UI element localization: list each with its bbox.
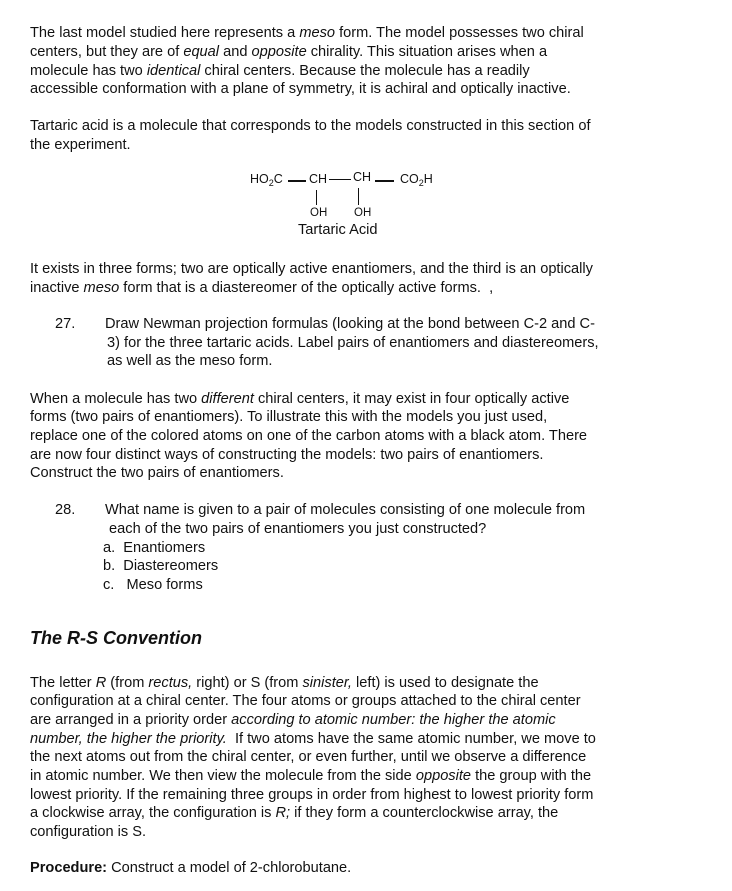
bond [375, 180, 394, 182]
intro-meso-line [30, 43, 547, 61]
question-28-line [55, 501, 75, 519]
text-segment: are arranged in a priority order [30, 712, 232, 728]
text-segment: b. Diastereomers [103, 558, 219, 574]
rs-description-line [30, 823, 146, 841]
text-segment: When a molecule has two [30, 391, 202, 407]
rs-description-line [30, 804, 558, 822]
text-segment: Construct a model of 2-chlorobutane. [107, 860, 352, 876]
question-28-line [103, 576, 203, 594]
text-segment: opposite [415, 768, 472, 784]
text-segment: the group with the [471, 768, 592, 784]
three-forms-line [30, 260, 593, 278]
text-segment: R [95, 675, 107, 691]
structure-caption: Tartaric Acid [298, 222, 378, 238]
text-segment: a. Enantiomers [103, 540, 206, 556]
h-label: H [423, 172, 433, 186]
rs-description-line [30, 674, 539, 692]
question-28-line [103, 557, 218, 575]
tartaric-intro-line [30, 117, 591, 135]
tartaric-intro-line [30, 136, 131, 154]
subscript: 2 [268, 178, 274, 188]
text-segment: 3) for the three tartaric acids. Label pairs of enantiomers and diastereomers, [107, 335, 599, 351]
question-27-line [107, 352, 272, 370]
text-segment: according to atomic number: the higher the atomic [231, 712, 556, 728]
text-segment: form. The model possesses two chiral [335, 25, 584, 41]
different-centers-line [30, 408, 547, 426]
three-forms-line [30, 279, 493, 297]
text-segment: molecule has two [30, 63, 147, 79]
text-segment: Procedure: [30, 860, 108, 876]
rs-description-line [30, 767, 591, 785]
text-segment: the experiment. [30, 137, 131, 153]
ch-2: CH [353, 170, 372, 184]
subscript: 2 [418, 178, 424, 188]
text-segment: meso [299, 25, 336, 41]
text-segment: centers, but they are of [30, 44, 184, 60]
different-centers-line [30, 446, 543, 464]
text-segment: Construct the two pairs of enantiomers. [30, 465, 284, 481]
question-28-line [103, 539, 205, 557]
text-segment: equal [183, 44, 220, 60]
c-label: C [273, 172, 283, 186]
bond [316, 190, 317, 205]
text-segment: Draw Newman projection formulas (looking at the bond between C-2 and C- [105, 316, 595, 332]
rs-description-line [30, 711, 556, 729]
text-segment: inactive [30, 280, 84, 296]
rs-description-line [30, 730, 596, 748]
oh-1: OH [310, 207, 328, 219]
co2h-group [400, 172, 433, 188]
text-segment: R; [275, 805, 291, 821]
text-segment: configuration at a chiral center. The four atoms or groups attached to the chiral center [30, 693, 581, 709]
question-27-line [105, 315, 595, 333]
text-segment: chirality. This situation arises when a [306, 44, 548, 60]
text-segment: number, the higher the priority. [30, 731, 227, 747]
text-segment: as well as the meso form. [107, 353, 273, 369]
text-segment: lowest priority. If the remaining three groups in order from highest to lowest priority form [30, 787, 594, 803]
intro-meso-line [30, 80, 571, 98]
ch-1: CH [309, 172, 328, 186]
text-segment: each of the two pairs of enantiomers you just constructed? [105, 521, 487, 537]
text-segment: rectus, [148, 675, 193, 691]
text-segment: right) or S (from [192, 675, 303, 691]
question-28-line [105, 501, 585, 519]
text-segment: accessible conformation with a plane of symmetry, it is achiral and optically inactive. [30, 81, 571, 97]
text-segment: if they form a counterclockwise array, the [290, 805, 559, 821]
rs-description-line [30, 692, 581, 710]
ho2c-group [250, 172, 283, 188]
text-segment: are now four distinct ways of constructing the models: two pairs of enantiomers. [30, 447, 544, 463]
text-segment: The letter [30, 675, 96, 691]
different-centers-line [30, 464, 284, 482]
text-segment: Tartaric acid is a molecule that corresponds to the models constructed in this section of [30, 118, 591, 134]
text-segment: meso [83, 280, 120, 296]
text-segment: in atomic number. We then view the molecule from the side [30, 768, 416, 784]
text-segment: the next atoms out from the chiral center, or even further, until we observe a difference [30, 749, 587, 765]
co-label: CO [400, 172, 419, 186]
intro-meso-line [30, 62, 530, 80]
section-heading: The R-S Convention [30, 628, 202, 648]
text-segment: configuration is S. [30, 824, 147, 840]
text-segment: identical [146, 63, 201, 79]
different-centers-line [30, 427, 587, 445]
question-27-line [107, 334, 599, 352]
text-segment: replace one of the colored atoms on one of the carbon atoms with a black atom. There [30, 428, 588, 444]
text-segment: The last model studied here represents a [30, 25, 300, 41]
text-segment: sinister, [302, 675, 352, 691]
different-centers-line [30, 390, 569, 408]
ho-label: HO [250, 172, 269, 186]
text-segment: left) is used to designate the [351, 675, 539, 691]
question-27-line [55, 315, 75, 333]
bond [358, 188, 359, 205]
tartaric-acid-structure [240, 165, 450, 245]
text-segment: (from [106, 675, 149, 691]
intro-meso-line [30, 24, 584, 42]
text-segment: It exists in three forms; two are optically active enantiomers, and the third is an optically [30, 261, 593, 277]
bond [288, 180, 306, 182]
text-segment: c. Meso forms [103, 577, 203, 593]
text-segment: What name is given to a pair of molecules consisting of one molecule from [105, 502, 586, 518]
text-segment: chiral centers. Because the molecule has a readily [200, 63, 530, 79]
text-segment: forms (two pairs of enantiomers). To illustrate this with the models you just used, [30, 409, 548, 425]
text-segment: 28. [55, 502, 76, 518]
text-segment: chiral centers, it may exist in four optically active [253, 391, 570, 407]
text-segment: If two atoms have the same atomic number, we move to [226, 731, 596, 747]
text-segment: opposite [251, 44, 307, 60]
question-28-line [105, 520, 486, 538]
text-segment: different [201, 391, 254, 407]
text-segment: form that is a diastereomer of the optically active forms. , [119, 280, 494, 296]
procedure-line [30, 859, 351, 877]
bond [329, 179, 351, 180]
text-segment: a clockwise array, the configuration is [30, 805, 276, 821]
text-segment: and [219, 44, 252, 60]
text-segment: 27. [55, 316, 76, 332]
rs-description-line [30, 748, 586, 766]
rs-description-line [30, 786, 593, 804]
oh-2: OH [354, 207, 372, 219]
